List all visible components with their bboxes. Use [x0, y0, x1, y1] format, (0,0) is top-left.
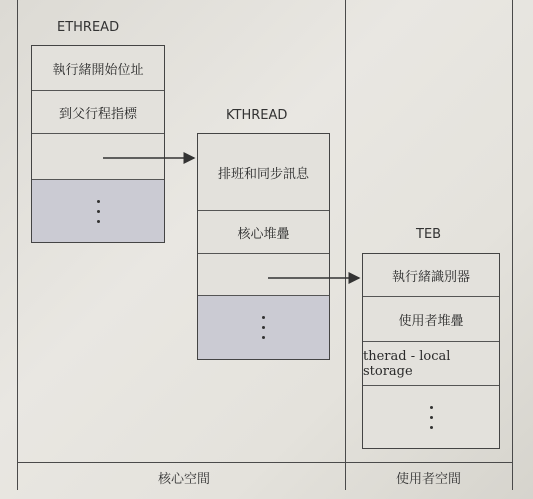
ethread-cell-start-address-label: 執行緒開始位址 — [52, 62, 144, 78]
ethread-cell-parent-process-label: 到父行程指標 — [58, 106, 137, 122]
teb-title: TEB — [416, 227, 442, 242]
teb-cell-user-stack-label: 使用者堆疊 — [398, 313, 464, 329]
ethread-title: ETHREAD — [57, 20, 120, 35]
user-space-label: 使用者空間 — [396, 472, 462, 487]
kthread-cell-kernel-stack-label: 核心堆疊 — [237, 226, 290, 242]
teb-cell-thread-id-label: 執行緒識別器 — [391, 269, 470, 285]
kthread-cell-scheduling-sync-label: 排班和同步訊息 — [217, 166, 309, 182]
kthread-title: KTHREAD — [226, 108, 288, 123]
kernel-space-label: 核心空間 — [158, 472, 211, 487]
teb-cell-tls-label: therad - local storage — [363, 348, 451, 379]
